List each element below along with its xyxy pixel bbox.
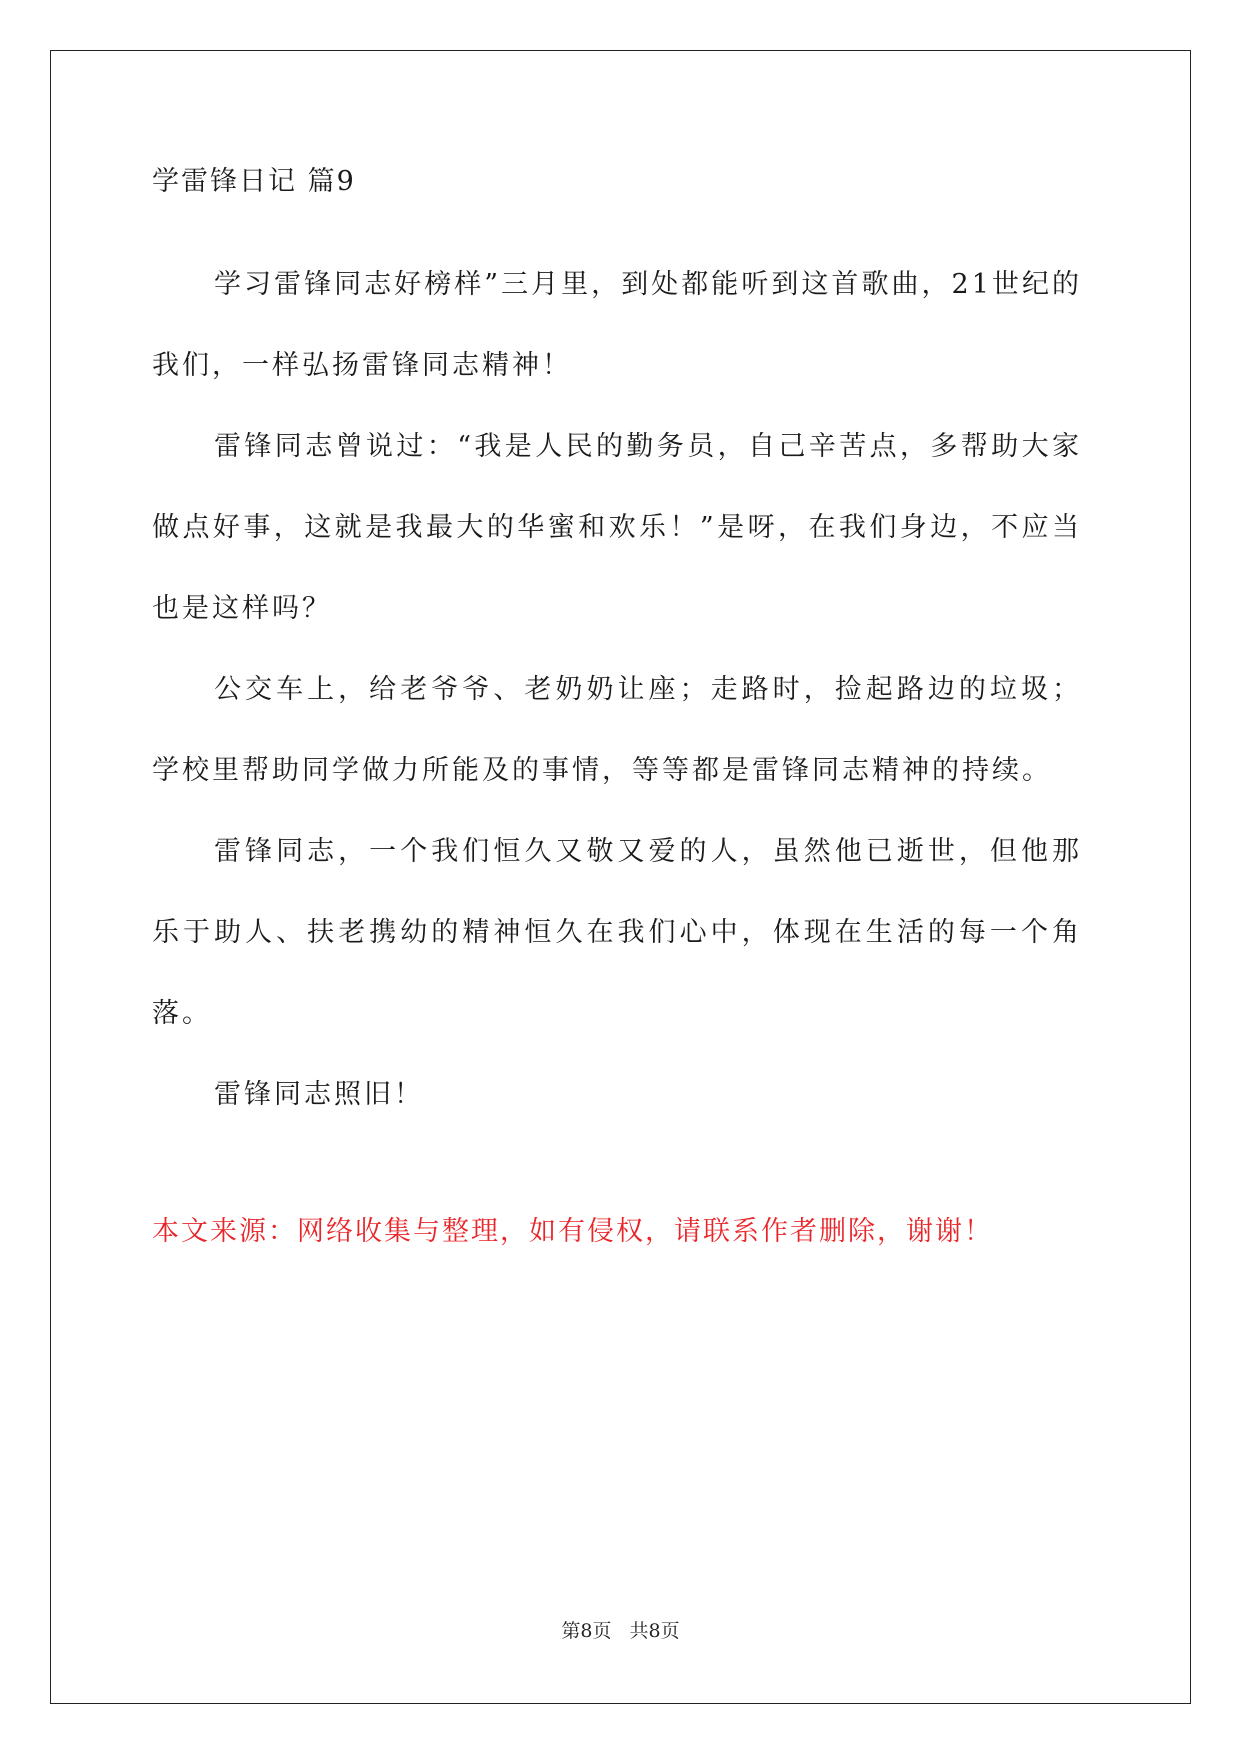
document-heading: 学雷锋日记 篇9 [152,166,356,197]
page-number-current: 第8页 [561,1620,612,1642]
page-number-total: 共8页 [629,1620,680,1642]
paragraph-1: 学习雷锋同志好榜样”三月里，到处都能听到这首歌曲，21世纪的我们，一样弘扬雷锋同志精神！ [152,269,1082,381]
paragraph-2: 雷锋同志曾说过：“我是人民的勤务员，自己辛苦点，多帮助大家做点好事，这就是我最大的华蜜和欢乐！”是呀，在我们身边，不应当也是这样吗？ [152,431,1082,624]
paragraph-3: 公交车上，给老爷爷、老奶奶让座；走路时，捡起路边的垃圾；学校里帮助同学做力所能及的事情，等等都是雷锋同志精神的持续。 [152,674,1082,786]
paragraph-5: 雷锋同志照旧！ [214,1079,424,1110]
source-notice: 本文来源：网络收集与整理，如有侵权，请联系作者删除，谢谢！ [152,1216,993,1247]
document-body [152,162,1082,1135]
paragraph-4: 雷锋同志，一个我们恒久又敬又爱的人，虽然他已逝世，但他那乐于助人、扶老携幼的精神恒久在我们心中，体现在生活的每一个角落。 [152,836,1082,1029]
page-footer [0,1616,1241,1643]
